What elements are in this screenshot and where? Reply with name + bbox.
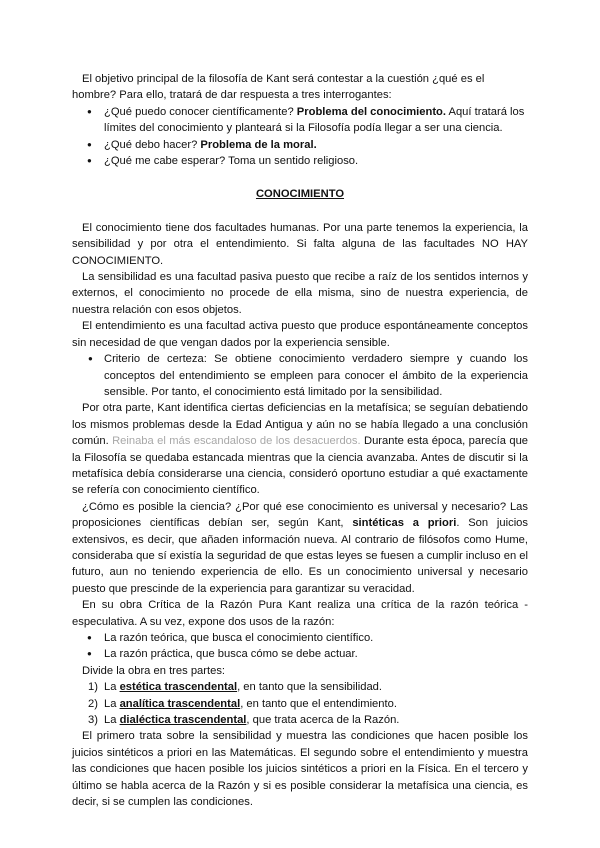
uses-list [72,630,528,663]
questions-list [72,104,528,170]
paragraph: La sensibilidad es una facultad pasiva puesto que recibe a raíz de los sentidos internos y externos, el conocimiento no procede de ella misma, sino de nuestra experiencia, de nuestra relación con esos objetos. [72,271,528,316]
question-item: ● ¿Qué debo hacer? Problema de la moral. [72,137,528,153]
part-item: 2) La analítica trascendental, en tanto que el entendimiento. [88,697,397,710]
parts-list [72,679,528,728]
section-heading: CONOCIMIENTO [255,188,345,201]
document-body [72,71,528,810]
paragraph: El entendimiento es una facultad activa puesto que produce espontáneamente conceptos sin necesidad de que vengan dados por la experiencia sensible. [72,320,528,349]
criterio-list [72,351,528,400]
question-item: ● ¿Qué puedo conocer científicamente? Problema del conocimiento. Aquí tratará los límites del conocimiento y planteará si la Filosofía podía llegar a ser una ciencia. [72,104,528,137]
intro-paragraph: El objetivo principal de la filosofía de Kant será contestar a la cuestión ¿qué es el hombre? Para ello, tratará de dar respuesta a tres interrogantes: [72,73,485,102]
use-item: ● La razón teórica, que busca el conocimiento científico. [72,630,528,646]
muted-text: Reinaba el más escandaloso de los desacuerdos. [112,435,361,448]
paragraph: En su obra Crítica de la Razón Pura Kant realiza una crítica de la razón teórica - especulativa. A su vez, expone dos usos de la razón: [72,599,528,628]
part-item: 1) La estética trascendental, en tanto que la sensibilidad. [88,681,383,694]
paragraph: Por otra parte, Kant identifica ciertas deficiencias en la metafísica; se seguían debatiendo los mismos problemas desde la Edad Antigua y aún no se había llegado a una conclusión común. Reinaba el más escandaloso de los desacuerdos. Durante esta época, parecía que la Filosofía se quedaba estancada mientras que la ciencia avanzaba. Antes de discutir si la metafísica debía considerarse una ciencia, consideró oportuno estudiar a qué exactamente se refería con conocimiento científico. [72,402,529,497]
paragraph: ¿Cómo es posible la ciencia? ¿Por qué ese conocimiento es universal y necesario? Las proposiciones científicas debían ser, según Kant, sintéticas a priori. Son juicios extensivos, es decir, que añaden información nueva. Al contrario de filósofos como Hume, consideraba que sí existía la seguridad de que estas leyes se fuesen a cumplir incluso en el futuro, aun no teniendo experiencia de ello. Es un conocimiento universal y necesario puesto que prescinde de la experiencia para garantizar su veracidad. [72,500,528,595]
paragraph: Divide la obra en tres partes: [82,664,226,677]
criterio-item: ● Criterio de certeza: Se obtiene conocimiento verdadero siempre y cuando los conceptos del entendimiento se empleen para conocer el ámbito de la experiencia sensible. Por tanto, el conocimiento está limitado por la sensibilidad. [72,351,528,400]
use-item: ● La razón práctica, que busca cómo se debe actuar. [72,646,528,662]
paragraph: El conocimiento tiene dos facultades humanas. Por una parte tenemos la experiencia, la sensibilidad y por otra el entendimiento. Si falta alguna de las facultades NO HAY CONOCIMIENTO. [72,221,528,267]
question-item: ● ¿Qué me cabe esperar? Toma un sentido religioso. [72,153,528,169]
paragraph: El primero trata sobre la sensibilidad y muestra las condiciones que hacen posible los juicios sintéticos a priori en las Matemáticas. El segundo sobre el entendimiento y muestra las condiciones que hacen posible los juicios sintéticos a priori en la Física. En el tercero y último se habla acerca de la Razón y si es posible considerar la metafísica una ciencia, es decir, si se cumplen las condiciones. [72,730,528,809]
part-item: 3) La dialéctica trascendental, que trata acerca de la Razón. [88,714,400,727]
